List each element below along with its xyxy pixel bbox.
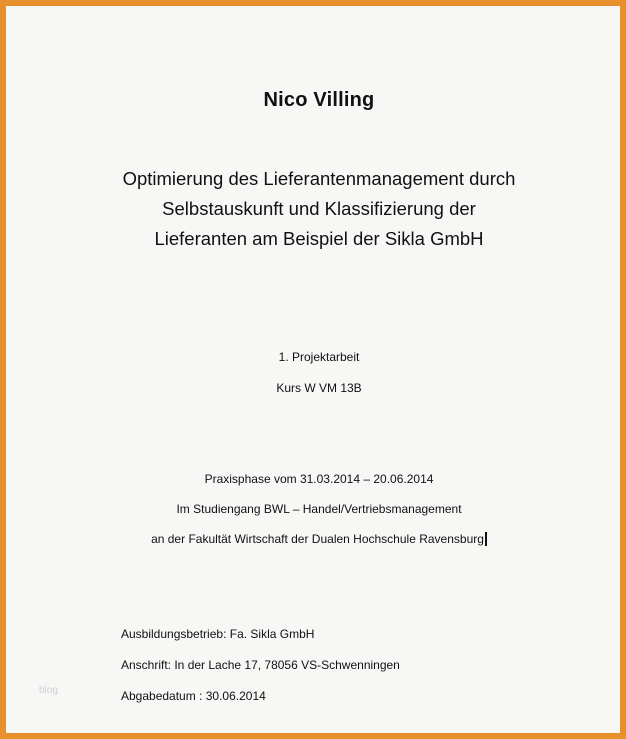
study-info	[12, 470, 626, 560]
course-label: Kurs W VM 13B	[276, 381, 362, 395]
text-cursor	[485, 532, 487, 546]
project-label: 1. Projektarbeit	[278, 350, 360, 364]
company-details	[121, 625, 400, 718]
study-program: Im Studiengang BWL – Handel/Vertriebsmanagement	[176, 502, 462, 516]
title-line-3: Lieferanten am Beispiel der Sikla GmbH	[154, 228, 484, 249]
faculty-text: an der Fakultät Wirtschaft der Dualen Hochschule Ravensburg	[151, 532, 484, 546]
faculty-line	[12, 530, 626, 560]
thesis-title	[12, 164, 626, 254]
project-info	[12, 348, 626, 410]
author-name: Nico Villing	[263, 89, 375, 111]
title-line-2: Selbstauskunft und Klassifizierung der	[162, 198, 476, 219]
practice-phase: Praxisphase vom 31.03.2014 – 20.06.2014	[204, 472, 434, 486]
title-line-1: Optimierung des Lieferantenmanagement durch	[122, 168, 516, 189]
document-page	[12, 12, 626, 739]
watermark-text: blog	[39, 685, 58, 696]
submission-date: Abgabedatum : 30.06.2014	[121, 689, 266, 703]
company-address: Anschrift: In der Lache 17, 78056 VS-Schwenningen	[121, 658, 400, 672]
training-company: Ausbildungsbetrieb: Fa. Sikla GmbH	[121, 627, 315, 641]
